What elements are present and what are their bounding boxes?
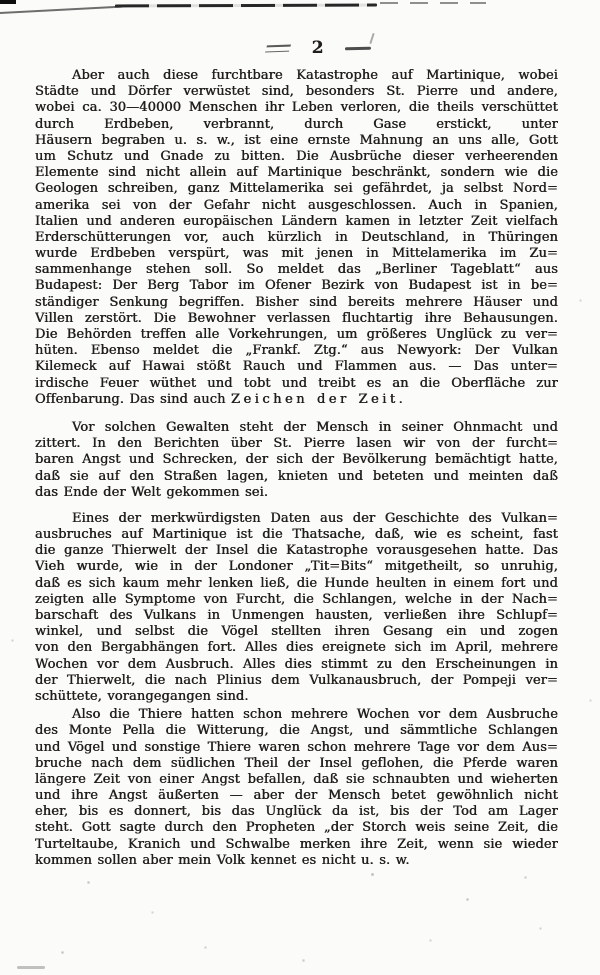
text-line: Erderschütterungen vor, auch kürzlich in Deutschland, in Thüringen <box>35 229 558 245</box>
text-line: längere Zeit von einer Angst befallen, daß sie schnaubten und wieherten <box>35 771 558 787</box>
text-line: Italien und anderen europäischen Ländern kamen in letzter Zeit vielfach <box>35 213 558 229</box>
header-ornament-right <box>345 46 371 50</box>
text-line: schüttete, vorangegangen sind. <box>35 688 249 704</box>
text-line: ausbruches auf Martinique ist die Thatsache, daß, wie es scheint, fast <box>35 527 558 543</box>
text-line: kommen sollen aber mein Volk kennet es nicht u. s. w. <box>35 852 410 868</box>
text-line: Also die Thiere hatten schon mehrere Wochen vor dem Ausbruche <box>72 707 558 723</box>
text-line: barschaft des Vulkans in Unmengen hausten, verließen ihre Schlupf= <box>35 608 558 623</box>
text-line: ständiger Senkung begriffen. Bisher sind bereits mehrere Häuser und <box>35 294 558 310</box>
text-line: bruche nach dem südlichen Theil der Insel geflohen, die Pferde waren <box>35 755 558 771</box>
text-line: Elemente sind nicht allein auf Martinique beschränkt, sondern wie die <box>35 165 558 181</box>
text-line: Vieh wurde, wie in der Londoner „Tit=Bits“ mitgetheilt, so unruhig, <box>35 559 558 575</box>
scan-artifact-smudge <box>17 966 45 969</box>
text-line: durch Erdbeben, verbrannt, durch Gase erstickt, unter <box>35 116 558 132</box>
text-line: das Ende der Welt gekommen sei. <box>35 484 269 500</box>
text-line: daß es sich kaum mehr lenken ließ, die Hunde heulten in einem fort und <box>35 575 558 591</box>
text-line: Turteltaube, Kranich und Schwalbe merken ihre Zeit, wenn sie wieder <box>35 836 558 852</box>
text-line: und ihre Angst äußerten — aber der Mensch betet gewöhnlich nicht <box>35 788 558 804</box>
text-line: baren Angst und Schrecken, der sich der Bevölkerung bemächtigt hatte, <box>35 452 558 468</box>
text-line: des Monte Pella die Witterung, die Angst, und sämmtliche Schlangen <box>35 723 558 739</box>
scan-noise-speckles <box>0 0 1 1</box>
text-line: irdische Feuer wüthet und tobt und treibt es an die Oberfläche zur <box>35 375 558 391</box>
page-number: 2 <box>311 38 324 58</box>
text-line: um Schutz und Gnade zu bitten. Die Ausbrüche dieser verheerenden <box>35 148 558 164</box>
text-line: winkel, und selbst die Vögel stellten ihren Gesang ein und zogen <box>35 624 558 640</box>
text-line: hüten. Ebenso meldet die „Frankf. Ztg.“ aus Newyork: Der Vulkan <box>35 343 558 359</box>
text-line: von den Bergabhängen fort. Alles dies ereignete sich im April, mehrere <box>35 640 558 656</box>
text-line: wurde Erdbeben verspürt, was mit jenen in Mittelamerika im Zu= <box>35 246 558 262</box>
text-line: Kilemeck auf Hawai stößt Rauch und Flammen aus. — Das unter= <box>35 359 558 375</box>
text-block <box>35 68 558 869</box>
text-line: zeigten alle Symptome von Furcht, die Schlangen, welche in der Nach= <box>35 591 558 607</box>
text-line: Wochen vor dem Ausbruch. Alles dies stimmt zu den Erscheinungen in <box>35 656 558 672</box>
scan-artifact-top-edge <box>115 4 377 8</box>
paragraph <box>35 68 558 408</box>
scan-artifact-corner <box>0 0 16 4</box>
text-line: Häusern begraben u. s. w., ist eine ernste Mahnung an uns alle, Gott <box>35 132 558 148</box>
scan-artifact-top-edge <box>380 2 486 4</box>
paragraph <box>35 420 558 501</box>
emphasized-text: Zeichen der Zeit. <box>231 391 407 407</box>
text-line: sammenhange stehen soll. So meldet das „Berliner Tageblatt“ aus <box>35 262 558 278</box>
scan-artifact-top-edge <box>0 6 122 14</box>
text-line: zittert. In den Berichten über St. Pierre lasen wir von der furcht= <box>35 436 558 452</box>
text-line: Die Behörden treffen alle Vorkehrungen, um größeres Unglück zu ver= <box>35 327 558 342</box>
paragraph <box>35 707 558 869</box>
text-line: Geologen schreiben, ganz Mittelamerika sei gefährdet, ja selbst Nord= <box>35 181 558 197</box>
text-line-emphasis <box>35 392 558 408</box>
text-line: steht. Gott sagte durch den Propheten „der Storch weis seine Zeit, die <box>35 820 558 836</box>
text-line: daß sie auf den Straßen lagen, knieten und beteten und meinten daß <box>35 468 558 484</box>
text-line: und Vögel und sonstige Thiere waren schon mehrere Tage vor dem Aus= <box>35 739 558 755</box>
text-line: Villen zerstört. Die Bewohner verlassen fluchtartig ihre Behausungen. <box>35 310 558 326</box>
text-line: Aber auch diese furchtbare Katastrophe auf Martinique, wobei <box>72 68 558 83</box>
text-line: der Thierwelt, die nach Plinius dem Vulkanausbruch, der Pompeji ver= <box>35 672 558 688</box>
text-line: Budapest: Der Berg Tabor im Ofener Bezirk von Budapest ist in be= <box>35 278 558 294</box>
text-line: amerika sei von der Gefahr nicht ausgeschlossen. Auch in Spanien, <box>35 197 558 213</box>
text-line: Städte und Dörfer verwüstet sind, besonders St. Pierre und andere, <box>35 84 558 100</box>
text-line: wobei ca. 30—40000 Menschen ihr Leben verloren, die theils verschüttet <box>35 100 558 116</box>
text-line: die ganze Thierwelt der Insel die Katastrophe vorausgesehen hatte. Das <box>35 543 558 559</box>
header-ornament-left <box>265 44 291 52</box>
page-header <box>57 38 580 58</box>
text-segment: Offenbarung. Das sind auch <box>35 391 232 407</box>
text-line: Eines der merkwürdigsten Daten aus der Geschichte des Vulkan= <box>72 510 558 526</box>
paragraph <box>35 511 558 705</box>
text-line: Vor solchen Gewalten steht der Mensch in seiner Ohnmacht und <box>72 419 558 435</box>
text-line: eher, bis es donnert, bis das Unglück da ist, bis der Tod am Lager <box>35 804 558 820</box>
